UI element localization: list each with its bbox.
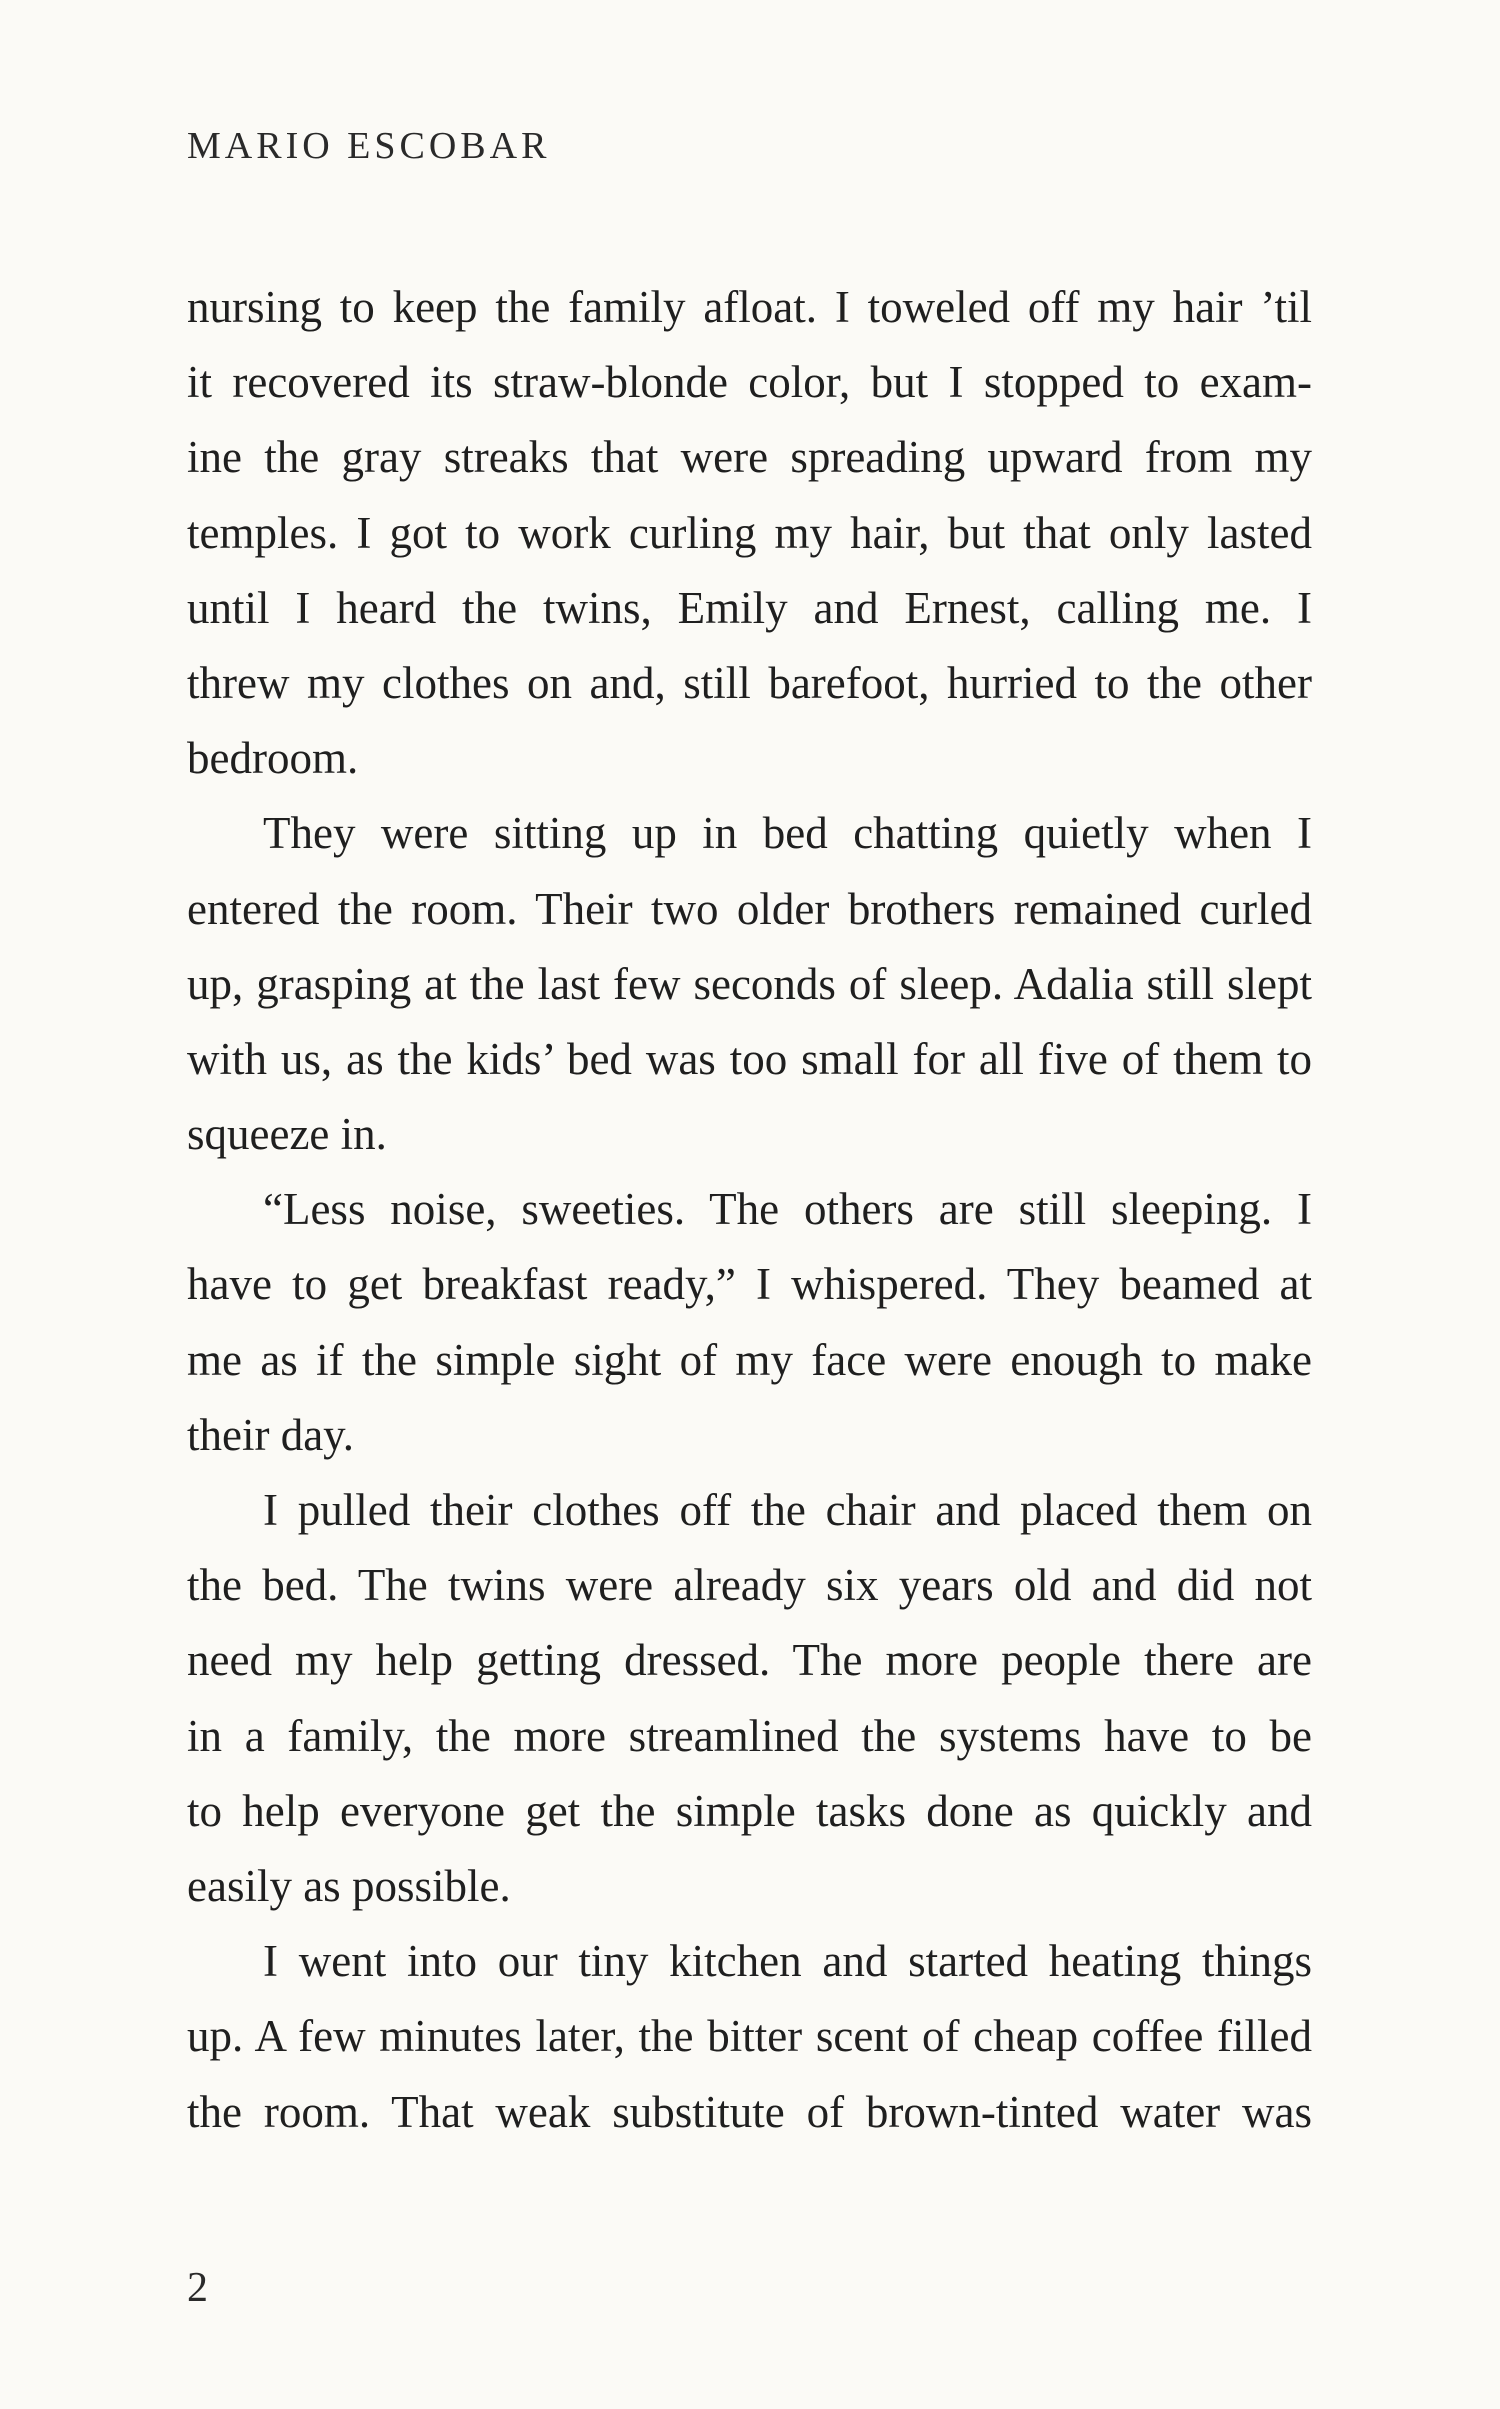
text-line: with us, as the kids’ bed was too small for all five of them to xyxy=(187,1033,1312,1084)
text-line: nursing to keep the family afloat. I toweled off my hair ’til xyxy=(187,282,1312,332)
text-line: They were sitting up in bed chatting quietly when I xyxy=(263,808,1312,859)
text-line: need my help getting dressed. The more people there are xyxy=(187,1635,1312,1686)
text-line: I went into our tiny kitchen and started heating things xyxy=(263,1936,1312,1987)
text-line: in a family, the more streamlined the systems have to be xyxy=(187,1710,1312,1761)
text-line: up, grasping at the last few seconds of sleep. Adalia still slept xyxy=(187,958,1312,1009)
text-line: have to get breakfast ready,” I whispered. They beamed at xyxy=(187,1259,1312,1310)
text-line: easily as possible. xyxy=(187,1860,511,1911)
text-line: bedroom. xyxy=(187,733,359,784)
text-line: temples. I got to work curling my hair, but that only lasted xyxy=(187,507,1312,558)
text-line: it recovered its straw-blonde color, but I stopped to exam- xyxy=(187,357,1312,408)
text-line: me as if the simple sight of my face were enough to make xyxy=(187,1334,1312,1385)
body-text xyxy=(187,270,1312,2150)
text-line: their day. xyxy=(187,1409,355,1460)
text-line: up. A few minutes later, the bitter scent of cheap coffee filled xyxy=(187,2011,1312,2062)
text-line: ine the gray streaks that were spreading upward from my xyxy=(187,432,1312,483)
text-line: I pulled their clothes off the chair and placed them on xyxy=(263,1485,1312,1535)
text-line: the bed. The twins were already six years old and did not xyxy=(187,1560,1312,1611)
text-line: “Less noise, sweeties. The others are still sleeping. I xyxy=(263,1184,1312,1235)
text-line: threw my clothes on and, still barefoot, hurried to the other xyxy=(187,657,1312,708)
text-line: entered the room. Their two older brothers remained curled xyxy=(187,883,1312,934)
text-line: to help everyone get the simple tasks done as quickly and xyxy=(187,1785,1312,1836)
text-line: squeeze in. xyxy=(187,1109,387,1160)
text-line: until I heard the twins, Emily and Ernest, calling me. I xyxy=(187,582,1312,633)
page-number: 2 xyxy=(187,2265,208,2311)
text-line: the room. That weak substitute of brown-tinted water was xyxy=(187,2086,1312,2137)
running-head: MARIO ESCOBAR xyxy=(187,125,551,167)
